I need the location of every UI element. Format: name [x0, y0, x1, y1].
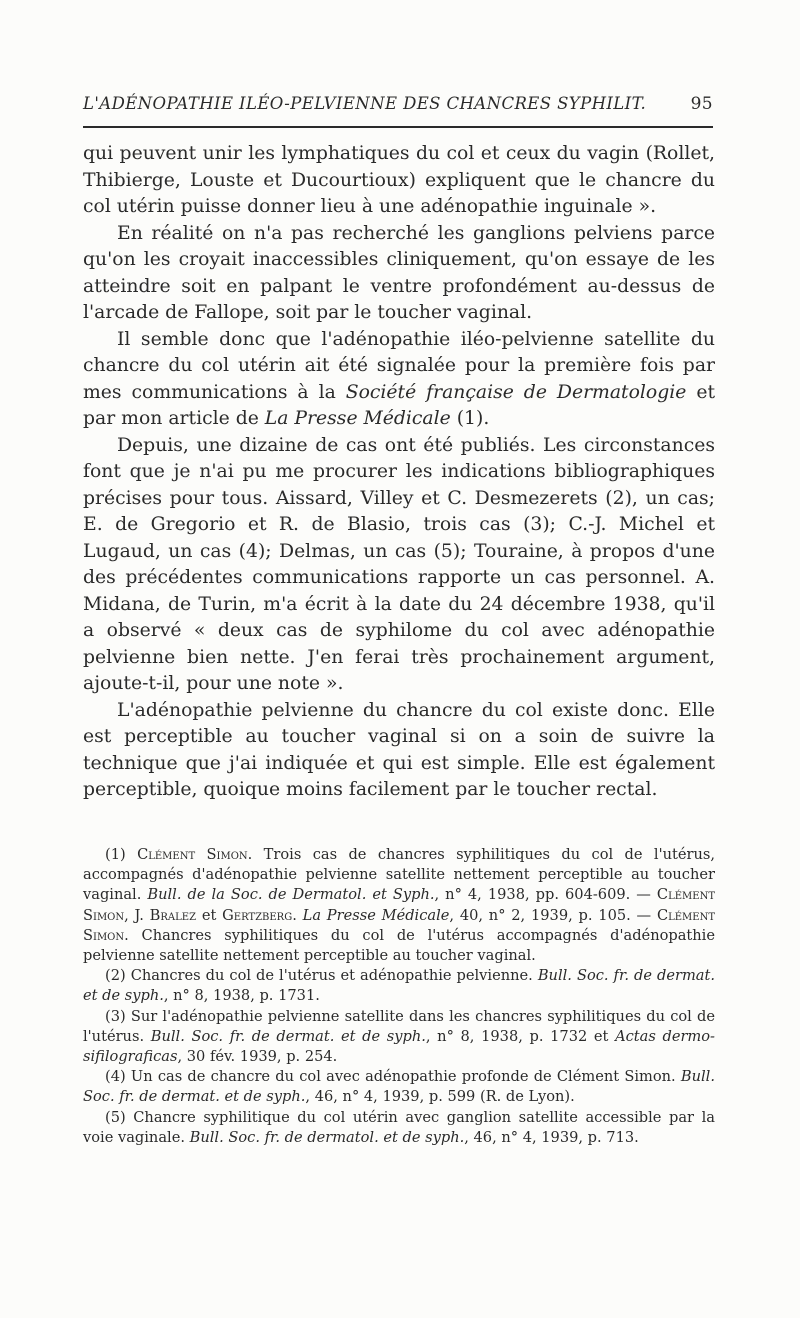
- footnote-5: [83, 1108, 715, 1148]
- text-run: , n° 4, 1938, pp. 604-609. —: [434, 886, 657, 904]
- italic-journal: Actas dermo-sifilograficas: [83, 1027, 715, 1066]
- text-run: .: [292, 906, 303, 924]
- text-run: (4) Un cas de chancre du col avec adénopathie profonde de Clément Simon.: [105, 1068, 681, 1086]
- footnote-2: [83, 966, 715, 1006]
- italic-society-name: Société française de Dermatologie: [345, 381, 687, 403]
- italic-journal: Bull. Soc. fr. de dermat. et de syph.: [83, 967, 715, 1005]
- running-header: [83, 94, 713, 122]
- text-run: , n° 8, 1938, p. 1731.: [163, 987, 320, 1005]
- page-number: 95: [690, 94, 713, 114]
- paragraph-4: Depuis, une dizaine de cas ont été publiés. Les circonstances font que je n'ai pu me procurer les indications bibliographiques précises pour tous. Aissard, Villey et C. Desmezerets (2), un cas; E. de Gregorio et R. de Blasio, trois cas (3); C.-J. Michel et Lugaud, un cas (4); Delmas, un cas (5); Touraine, à propos d'une des précédentes communications rapporte un cas personnel. A. Midana, de Turin, m'a écrit à la date du 24 décembre 1938, qu'il a observé « deux cas de syphilome du col avec adénopathie pelvienne bien nette. J'en ferai très prochainement argument, ajoute-t-il, pour une note ».: [83, 434, 715, 694]
- paragraph-5: L'adénopathie pelvienne du chancre du col existe donc. Elle est perceptible au toucher vaginal si on a soin de suivre la technique que j'ai indiquée et qui est simple. Elle est également perceptible, quoique moins facilement par le toucher rectal.: [83, 699, 715, 800]
- header-rule: [83, 126, 713, 128]
- paragraph-3: [83, 327, 715, 433]
- running-title: L'ADÉNOPATHIE ILÉO-PELVIENNE DES CHANCRES SYPHILIT.: [83, 94, 647, 113]
- text-run: , 46, n° 4, 1939, p. 713.: [464, 1128, 639, 1146]
- author: Gertzberg: [222, 906, 293, 924]
- author: Clément Simon: [83, 906, 716, 944]
- italic-journal: Bull. Soc. fr. de dermatol. et de syph.: [189, 1128, 465, 1146]
- footnote-ref: (1).: [450, 408, 490, 429]
- author: Clément Simon: [137, 846, 248, 863]
- footnote-number: (1): [105, 846, 138, 863]
- text-run: et: [196, 906, 223, 924]
- paragraph-2: En réalité on n'a pas recherché les ganglions pelviens parce qu'on les croyait inaccessibles cliniquement, qu'on essaye de les atteindre soit en palpant le ventre profondément au-dessus de l'arcade de Fallope, soit par le toucher vaginal.: [83, 222, 715, 323]
- text-run: , 40, n° 2, 1939, p. 105. —: [449, 906, 657, 924]
- author: Clément Simon, J. Bralez: [83, 886, 715, 924]
- italic-journal: Bull. de la Soc. de Dermatol. et Syph.: [147, 886, 435, 904]
- text-run: (3) Sur l'adénopathie pelvienne satellite dans les chancres syphilitiques du col de l'utérus.: [83, 1007, 715, 1045]
- body-text: [83, 141, 715, 804]
- italic-journal: Bull. Soc. fr. de dermat. et de syph.: [150, 1027, 426, 1045]
- italic-journal-name: La Presse Médicale: [264, 408, 451, 429]
- text-run: Il semble donc que l'adénopathie iléo-pelvienne satellite du chancre du col utérin ait été signalée pour la première fois par mes communications à la: [83, 328, 715, 403]
- italic-journal: La Presse Médicale: [302, 906, 450, 924]
- text-run: (5) Chancre syphilitique du col utérin avec ganglion satellite accessible par la voie vaginale.: [83, 1108, 715, 1146]
- text-run: (2) Chancres du col de l'utérus et adénopathie pelvienne.: [105, 967, 538, 985]
- text-run: , 46, n° 4, 1939, p. 599 (R. de Lyon).: [305, 1088, 575, 1106]
- footnote-3: [83, 1007, 715, 1068]
- text-run: et par mon article de: [83, 381, 715, 429]
- text-run: . Trois cas de chancres syphilitiques du col de l'utérus, accompagnés d'adénopathie pelvienne satellite nettement perceptible au toucher vaginal.: [83, 846, 716, 904]
- text-run: , n° 8, 1938, p. 1732 et: [425, 1027, 616, 1045]
- footnote-1: [83, 845, 715, 966]
- italic-journal: Bull. Soc. fr. de dermat. et de syph.: [83, 1068, 715, 1106]
- footnotes: [83, 845, 715, 1148]
- text-run: . Chancres syphilitiques du col de l'utérus accompagnés d'adénopathie pelvienne satellite nettement perceptible au toucher vaginal.: [83, 926, 715, 965]
- paragraph-1: qui peuvent unir les lymphatiques du col et ceux du vagin (Rollet, Thibierge, Louste et Ducourtioux) expliquent que le chancre du col utérin puisse donner lieu à une adénopathie inguinale ».: [83, 143, 715, 217]
- text-run: , 30 fév. 1939, p. 254.: [177, 1048, 338, 1066]
- footnote-4: [83, 1067, 715, 1107]
